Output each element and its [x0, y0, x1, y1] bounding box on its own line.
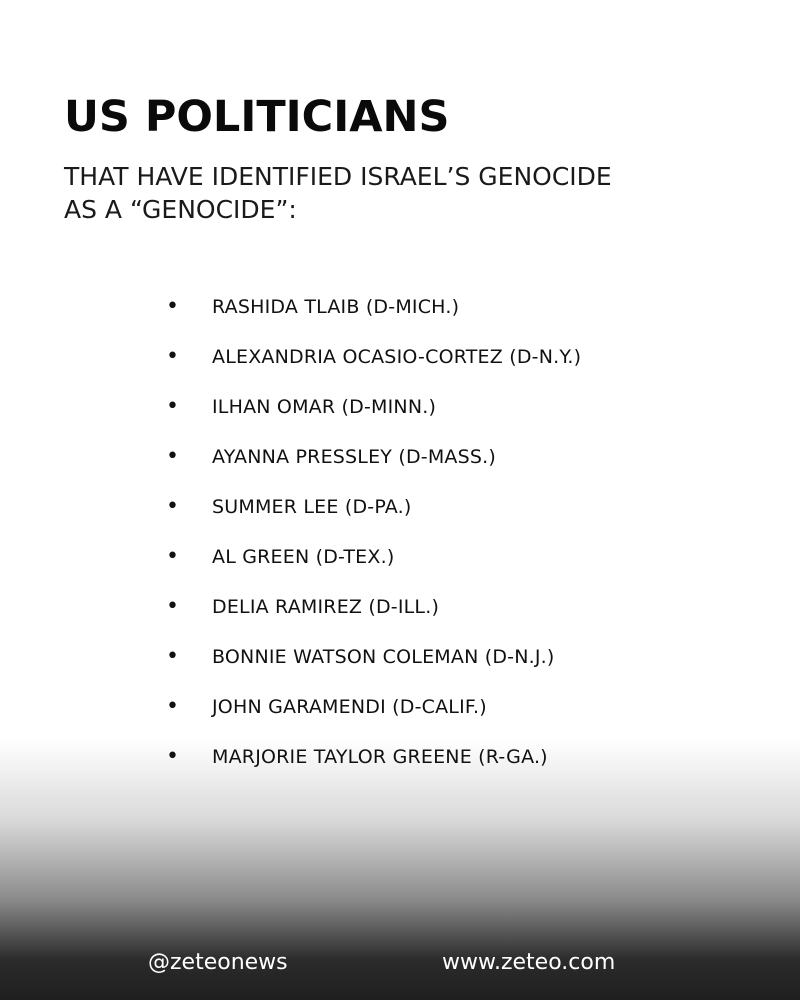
list-item	[166, 432, 581, 482]
bullet-icon: •	[166, 694, 180, 719]
page-title: US POLITICIANS	[64, 92, 450, 142]
social-handle: @zeteonews	[148, 950, 288, 975]
bullet-icon: •	[166, 294, 180, 319]
website-url: www.zeteo.com	[442, 950, 616, 975]
list-item-label: AYANNA PRESSLEY (D-MASS.)	[212, 446, 496, 468]
list-item	[166, 582, 581, 632]
subtitle-line-2: AS A “GENOCIDE”:	[64, 195, 297, 224]
list-item	[166, 382, 581, 432]
list-item	[166, 682, 581, 732]
bullet-icon: •	[166, 594, 180, 619]
list-item-label: JOHN GARAMENDI (D-CALIF.)	[212, 696, 487, 718]
list-item	[166, 732, 581, 782]
list-item-label: DELIA RAMIREZ (D-ILL.)	[212, 596, 440, 618]
list-item-label: MARJORIE TAYLOR GREENE (R-GA.)	[212, 746, 548, 768]
list-item	[166, 532, 581, 582]
list-item-label: ILHAN OMAR (D-MINN.)	[212, 396, 437, 418]
list-item	[166, 332, 581, 382]
bullet-icon: •	[166, 494, 180, 519]
page-subtitle	[64, 160, 684, 226]
list-item-label: BONNIE WATSON COLEMAN (D-N.J.)	[212, 646, 555, 668]
list-item	[166, 282, 581, 332]
bullet-icon: •	[166, 344, 180, 369]
list-item-label: ALEXANDRIA OCASIO-CORTEZ (D-N.Y.)	[212, 346, 582, 368]
list-item	[166, 632, 581, 682]
list-item-label: RASHIDA TLAIB (D-MICH.)	[212, 296, 460, 318]
list-item-label: AL GREEN (D-TEX.)	[212, 546, 395, 568]
bullet-icon: •	[166, 394, 180, 419]
politician-list	[166, 282, 581, 782]
bullet-icon: •	[166, 744, 180, 769]
subtitle-line-1: THAT HAVE IDENTIFIED ISRAEL’S GENOCIDE	[64, 162, 612, 191]
bullet-icon: •	[166, 644, 180, 669]
bullet-icon: •	[166, 444, 180, 469]
bullet-icon: •	[166, 544, 180, 569]
list-item-label: SUMMER LEE (D-PA.)	[212, 496, 412, 518]
list-item	[166, 482, 581, 532]
